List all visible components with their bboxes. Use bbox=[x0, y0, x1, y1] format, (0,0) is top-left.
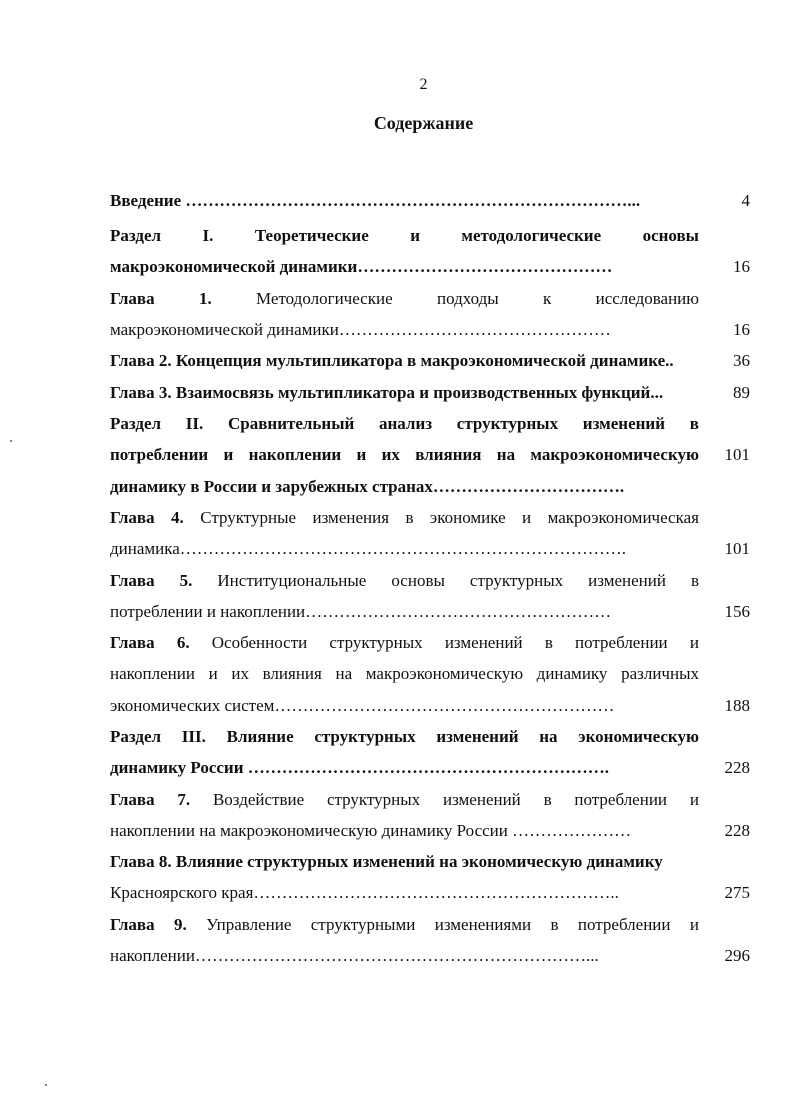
toc-entry-line bbox=[110, 752, 699, 784]
toc-text: основы bbox=[642, 226, 699, 245]
toc-page-number: 296 bbox=[724, 946, 750, 966]
toc-text: Глава bbox=[110, 790, 155, 809]
toc-text: их bbox=[381, 445, 400, 465]
toc-text: Структурные bbox=[200, 508, 297, 527]
toc-text: изменений bbox=[436, 727, 519, 746]
toc-entry-line bbox=[110, 565, 699, 597]
toc-text: Особенности bbox=[211, 633, 308, 652]
toc-text: изменений bbox=[442, 790, 521, 809]
toc-text: динамику bbox=[536, 664, 608, 684]
toc-page-number: 228 bbox=[724, 821, 750, 841]
toc-text: в bbox=[543, 790, 552, 809]
toc-text: их bbox=[231, 664, 249, 684]
toc-text: потреблении bbox=[575, 633, 668, 652]
toc-text: структурных bbox=[329, 633, 423, 652]
toc-text: III. bbox=[181, 727, 206, 746]
toc-text: Раздел bbox=[110, 226, 162, 245]
toc-text: в bbox=[689, 414, 699, 433]
toc-text: Сравнительный bbox=[227, 414, 355, 433]
toc-text: на bbox=[335, 664, 353, 684]
toc-text: накоплении bbox=[248, 445, 342, 465]
toc-entry-line bbox=[110, 220, 699, 252]
toc-entry-line bbox=[110, 439, 699, 471]
toc-text: накоплении на макроэкономическую динамику России ………………… bbox=[110, 821, 632, 841]
toc-entry-line bbox=[110, 314, 699, 346]
toc-text: потреблении bbox=[574, 790, 668, 809]
toc-entry-line bbox=[110, 533, 699, 565]
toc-page-number: 36 bbox=[733, 351, 750, 370]
toc-text: динамику в России и зарубежных странах……………………………. bbox=[110, 476, 625, 496]
toc-text: Методологические bbox=[256, 289, 393, 308]
toc-text: накоплении bbox=[110, 664, 195, 684]
toc-text: Влияние bbox=[226, 727, 294, 746]
toc-text: потреблении bbox=[577, 915, 671, 934]
toc-page-number: 101 bbox=[724, 539, 750, 559]
toc-text: Введение ……………………………………………………………………... bbox=[110, 191, 641, 210]
toc-page-number: 101 bbox=[724, 445, 750, 465]
toc-text: структурных bbox=[326, 790, 421, 809]
toc-text: изменений bbox=[582, 414, 666, 433]
toc-text: в bbox=[544, 633, 553, 652]
toc-entry-line bbox=[110, 721, 699, 753]
toc-text: на bbox=[539, 727, 558, 746]
toc-text: и bbox=[356, 445, 367, 465]
toc-text: анализ bbox=[378, 414, 433, 433]
toc-text: Глава bbox=[110, 571, 155, 590]
toc-entry-line bbox=[110, 251, 699, 283]
toc-text: I. bbox=[202, 226, 214, 245]
toc-entry-line bbox=[110, 185, 699, 217]
toc-page-number: 16 bbox=[733, 320, 750, 340]
toc-text: и bbox=[522, 508, 532, 527]
toc-text: 6. bbox=[176, 633, 190, 652]
toc-text: Красноярского края……………………………………………………….. bbox=[110, 883, 619, 903]
toc-text: потреблении и накоплении……………………………………………… bbox=[110, 602, 612, 622]
toc-text: Раздел bbox=[110, 727, 162, 746]
toc-text: Глава bbox=[110, 633, 155, 652]
toc-text: Глава 2. Концепция мультипликатора в макроэкономической динамике.. bbox=[110, 351, 674, 370]
toc-text: макроэкономическую bbox=[530, 445, 699, 465]
toc-text: в bbox=[690, 571, 699, 590]
toc-text: Глава bbox=[110, 915, 155, 934]
toc-text: Глава 8. Влияние структурных изменений на экономическую динамику bbox=[110, 852, 663, 871]
toc-text: II. bbox=[185, 414, 204, 433]
toc-text: изменений bbox=[444, 633, 523, 652]
toc-page-number: 188 bbox=[724, 695, 750, 715]
toc-page-number: 156 bbox=[724, 602, 750, 622]
page-number: 2 bbox=[419, 76, 428, 93]
toc-text: изменениями bbox=[434, 915, 532, 934]
toc-text: динамика……………………………………………………………………. bbox=[110, 539, 627, 559]
toc-entry-line bbox=[110, 815, 699, 847]
toc-text: потреблении bbox=[110, 445, 209, 465]
toc-entry-line bbox=[110, 596, 699, 628]
toc-entry-line bbox=[110, 909, 699, 941]
toc-text: и bbox=[689, 633, 699, 652]
toc-text: Глава 3. Взаимосвязь мультипликатора и производственных функций... bbox=[110, 383, 664, 402]
toc-text: Управление bbox=[206, 915, 292, 934]
toc-text: изменения bbox=[312, 508, 390, 527]
toc-text: влияния bbox=[415, 445, 482, 465]
toc-entry-line bbox=[110, 940, 699, 972]
toc-text: структурных bbox=[469, 571, 564, 590]
toc-text: основы bbox=[391, 571, 445, 590]
toc-text: Институциональные bbox=[217, 571, 367, 590]
scan-speck bbox=[10, 440, 12, 442]
toc-text: экономике bbox=[429, 508, 506, 527]
toc-title: Содержание bbox=[373, 113, 474, 133]
toc-text: 7. bbox=[177, 790, 191, 809]
toc-text: и bbox=[689, 915, 699, 934]
toc-entry-line bbox=[110, 658, 699, 690]
toc-text: подходы bbox=[436, 289, 499, 308]
toc-text: и bbox=[223, 445, 234, 465]
toc-page-number: 16 bbox=[733, 257, 750, 277]
toc-text: различных bbox=[621, 664, 699, 684]
toc-entry-line bbox=[110, 690, 699, 722]
toc-text: динамику России ………………………………………………………. bbox=[110, 758, 610, 778]
toc-text: экономических систем…………………………………………………… bbox=[110, 695, 615, 715]
toc-entry-line bbox=[110, 627, 699, 659]
toc-text: в bbox=[405, 508, 414, 527]
toc-entry-line bbox=[110, 377, 699, 409]
toc-text: накоплении……………………………………………………………... bbox=[110, 946, 599, 966]
toc-page-number: 228 bbox=[724, 758, 750, 778]
toc-text: структурными bbox=[310, 915, 416, 934]
toc-text: изменений bbox=[588, 571, 666, 590]
toc-entry-line bbox=[110, 345, 699, 377]
toc-text: макроэкономическую bbox=[365, 664, 524, 684]
toc-entry-line bbox=[110, 408, 699, 440]
toc-text: на bbox=[496, 445, 516, 465]
toc-entry-line bbox=[110, 846, 699, 878]
toc-text: к bbox=[543, 289, 552, 308]
toc-text: Теоретические bbox=[254, 226, 369, 245]
toc-text: 1. bbox=[198, 289, 212, 308]
toc-entry-line bbox=[110, 784, 699, 816]
toc-text: Глава bbox=[110, 508, 155, 527]
toc-text: в bbox=[550, 915, 559, 934]
toc-page-number: 4 bbox=[741, 191, 750, 210]
toc-text: макроэкономической динамики……………………………………… bbox=[110, 257, 613, 277]
toc-text: структурных bbox=[456, 414, 559, 433]
scan-speck bbox=[45, 1084, 47, 1086]
toc-text: Раздел bbox=[110, 414, 162, 433]
toc-text: исследованию bbox=[595, 289, 699, 308]
toc-text: 9. bbox=[174, 915, 187, 934]
toc-text: структурных bbox=[314, 727, 416, 746]
toc-text: и bbox=[410, 226, 420, 245]
toc-page-number: 89 bbox=[733, 383, 750, 402]
toc-text: методологические bbox=[461, 226, 602, 245]
toc-text: и bbox=[208, 664, 218, 684]
toc-text: 5. bbox=[179, 571, 193, 590]
toc-text: и bbox=[689, 790, 699, 809]
toc-text: экономическую bbox=[578, 727, 699, 746]
toc-entry-line bbox=[110, 502, 699, 534]
toc-text: Воздействие bbox=[212, 790, 305, 809]
toc-entry-line bbox=[110, 283, 699, 315]
toc-text: Глава bbox=[110, 289, 155, 308]
toc-entry-line bbox=[110, 877, 699, 909]
toc-text: 4. bbox=[171, 508, 184, 527]
toc-page-number: 275 bbox=[724, 883, 750, 903]
toc-entry-line bbox=[110, 471, 699, 503]
toc-text: макроэкономической динамики………………………………………… bbox=[110, 320, 611, 340]
toc-text: влияния bbox=[262, 664, 322, 684]
toc-text: макроэкономическая bbox=[547, 508, 699, 527]
